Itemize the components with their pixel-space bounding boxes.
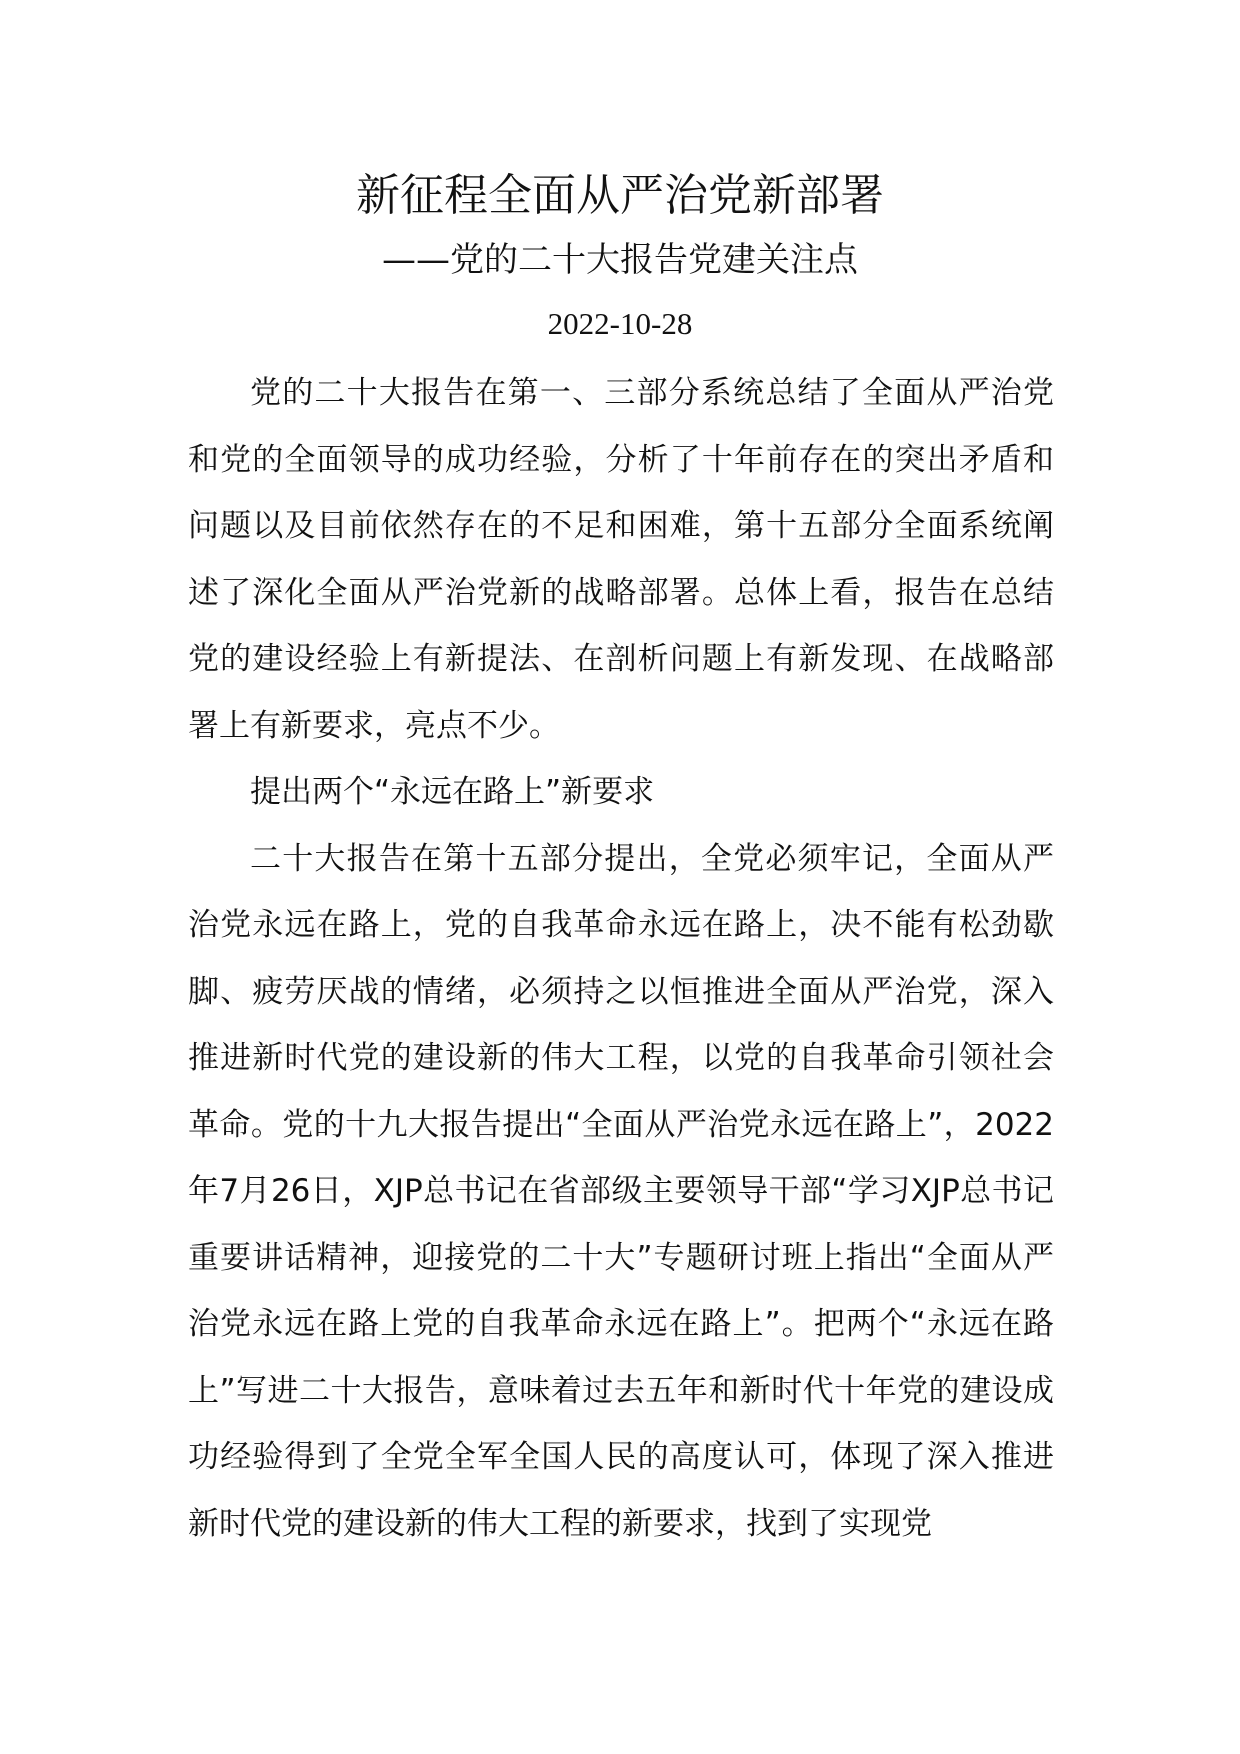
paragraph-section-body: 二十大报告在第十五部分提出，全党必须牢记，全面从严治党永远在路上，党的自我革命永远在路上，决不能有松劲歇脚、疲劳厌战的情绪，必须持之以恒推进全面从严治党，深入推进新时代党的建设新的伟大工程，以党的自我革命引领社会革命。党的十九大报告提出“全面从严治党永远在路上”，2022年7月26日，XJP总书记在省部级主要领导干部“学习XJP总书记重要讲话精神，迎接党的二十大”专题研讨班上指出“全面从严治党永远在路上党的自我革命永远在路上”。把两个“永远在路上”写进二十大报告，意味着过去五年和新时代十年党的建设成功经验得到了全党全军全国人民的高度认可，体现了深入推进新时代党的建设新的伟大工程的新要求，找到了实现党: [188, 840, 1054, 1542]
document-body: [188, 360, 1054, 1557]
section-heading: 提出两个“永远在路上”新要求: [250, 774, 655, 810]
page-title: 新征程全面从严治党新部署: [356, 170, 884, 221]
page-subtitle: ——党的二十大报告党建关注点: [382, 240, 858, 280]
paragraph-intro: 党的二十大报告在第一、三部分系统总结了全面从严治党和党的全面领导的成功经验，分析了十年前存在的突出矛盾和问题以及目前依然存在的不足和困难，第十五部分全面系统阐述了深化全面从严治党新的战略部署。总体上看，报告在总结党的建设经验上有新提法、在剖析问题上有新发现、在战略部署上有新要求，亮点不少。: [188, 375, 1054, 744]
publish-date: 2022-10-28: [547, 306, 693, 341]
